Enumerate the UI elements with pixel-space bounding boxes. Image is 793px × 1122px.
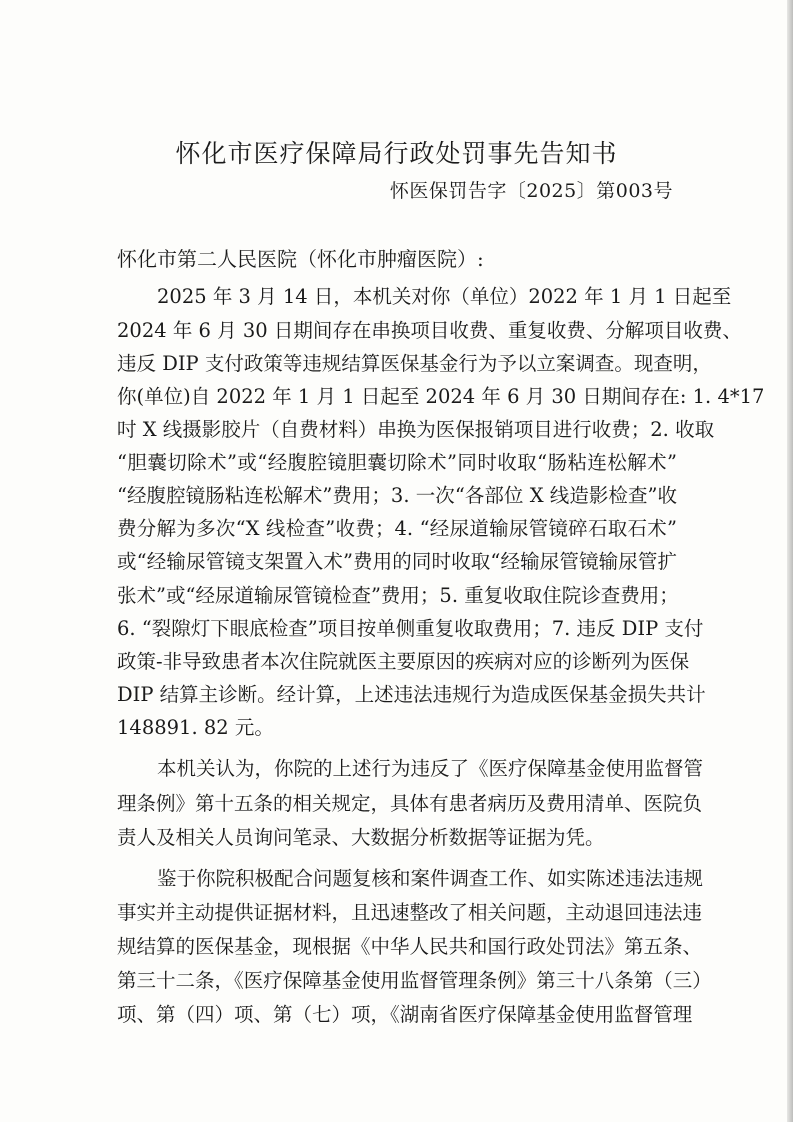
page-edge-shadow: [787, 0, 793, 1122]
paragraph-1-line: 吋 X 线摄影胶片（自费材料）串换为医保报销项目进行收费；2. 收取: [117, 418, 715, 441]
paragraph-1-line: 2024 年 6 月 30 日期间存在串换项目收费、重复收费、分解项目收费、: [117, 319, 742, 342]
paragraph-3-line: 规结算的医保基金，现根据《中华人民共和国行政处罚法》第五条、: [117, 935, 703, 958]
paragraph-1-line: 2025 年 3 月 14 日，本机关对你（单位）2022 年 1 月 1 日起至: [157, 285, 732, 308]
paragraph-3-line: 鉴于你院积极配合问题复核和案件调查工作、如实陈述违法违规: [157, 867, 704, 890]
paragraph-1-line: 148891. 82 元。: [117, 716, 274, 739]
paragraph-2-line: 本机关认为，你院的上述行为违反了《医疗保障基金使用监督管: [157, 757, 704, 780]
paragraph-1-line: DIP 结算主诊断。经计算，上述违法违规行为造成医保基金损失共计: [117, 683, 706, 706]
paragraph-1-line: 你(单位)自 2022 年 1 月 1 日起至 2024 年 6 月 30 日期间存在: 1. 4*17: [117, 385, 765, 408]
paragraph-1-line: “胆囊切除术”或“经腹腔镜胆囊切除术”同时收取“肠粘连松解术”: [117, 451, 677, 474]
paragraph-1-line: 违反 DIP 支付政策等违规结算医保基金行为予以立案调查。现查明，: [117, 352, 712, 375]
paragraph-1-line: 政策-非导致患者本次住院就医主要原因的疾病对应的诊断列为医保: [117, 650, 690, 673]
paragraph-2-line: 责人及相关人员询问笔录、大数据分析数据等证据为凭。: [117, 826, 605, 849]
paragraph-1-line: “经腹腔镜肠粘连松解术”费用；3. 一次“各部位 X 线造影检查”收: [117, 484, 677, 507]
paragraph-1-line: 或“经输尿管镜支架置入术”费用的同时收取“经输尿管镜输尿管扩: [117, 550, 677, 573]
paragraph-1-line: 费分解为多次“X 线检查”收费；4. “经尿道输尿管镜碎石取石术”: [117, 517, 677, 540]
paragraph-3-line: 项、第（四）项、第（七）项，《湖南省医疗保障基金使用监督管理: [117, 1003, 693, 1026]
paragraph-1-line: 张术”或“经尿道输尿管镜检查”费用；5. 重复收取住院诊查费用；: [117, 584, 679, 607]
addressee: 怀化市第二人民医院（怀化市肿瘤医院）:: [117, 247, 484, 271]
paragraph-2-line: 理条例》第十五条的相关规定，具体有患者病历及费用清单、医院负: [117, 792, 703, 815]
paragraph-3-line: 事实并主动提供证据材料，且迅速整改了相关问题，主动退回违法违: [117, 901, 703, 924]
document-number: 怀医保罚告字〔2025〕第003号: [389, 180, 673, 202]
document-title: 怀化市医疗保障局行政处罚事先告知书: [175, 139, 618, 168]
paragraph-1-line: 6. “裂隙灯下眼底检查”项目按单侧重复收取费用；7. 违反 DIP 支付: [117, 617, 704, 640]
paragraph-3-line: 第三十二条，《医疗保障基金使用监督管理条例》第三十八条第（三）: [117, 969, 712, 992]
